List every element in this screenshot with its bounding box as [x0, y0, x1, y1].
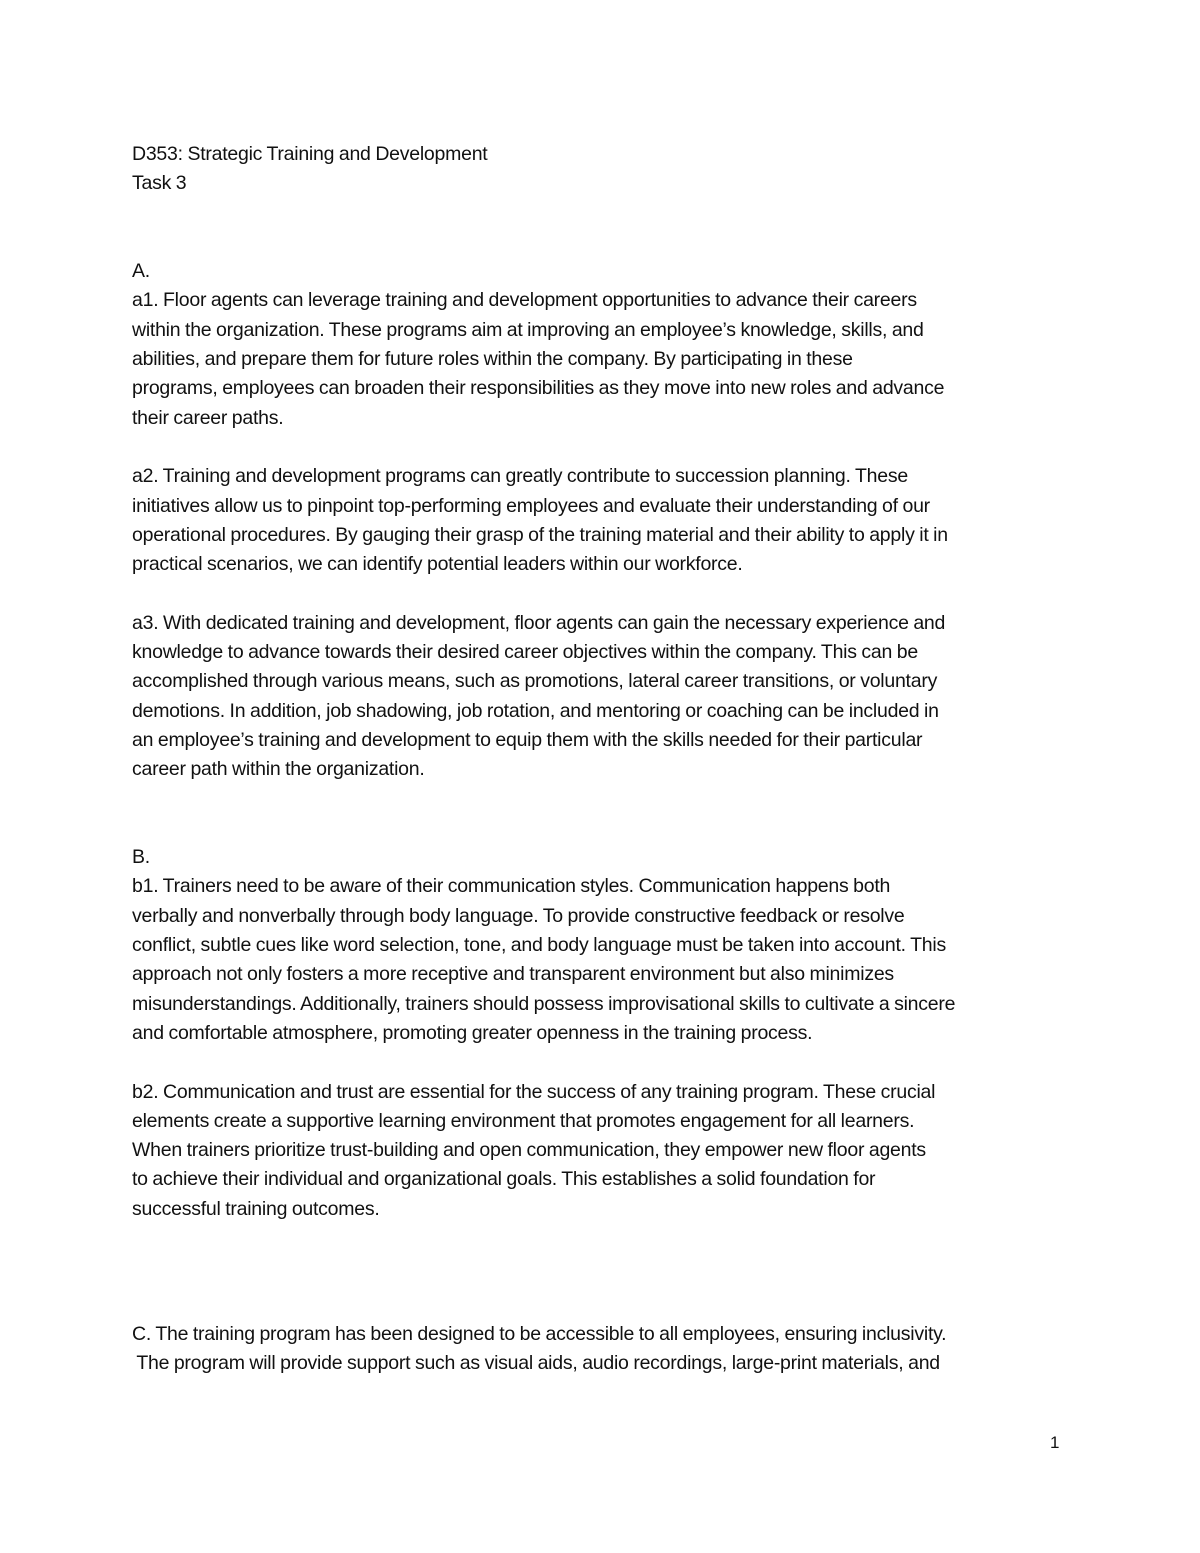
paragraph-line: conflict, subtle cues like word selection, tone, and body language must be taken into account. This: [132, 934, 946, 957]
paragraph-line: abilities, and prepare them for future roles within the company. By participating in these: [132, 348, 853, 371]
section-b-heading: B.: [132, 846, 150, 869]
document-subtitle: Task 3: [132, 172, 187, 195]
paragraph-a1: [132, 286, 1082, 432]
paragraph-a3: [132, 609, 1082, 785]
document-title: D353: Strategic Training and Development: [132, 143, 488, 165]
paragraph-line: programs, employees can broaden their responsibilities as they move into new roles and advance: [132, 377, 945, 400]
paragraph-line: approach not only fosters a more receptive and transparent environment but also minimizes: [132, 963, 894, 986]
section-a-heading: A.: [132, 260, 150, 283]
paragraph-line: b2. Communication and trust are essential for the success of any training program. These crucial: [132, 1080, 936, 1103]
paragraph-line: to achieve their individual and organizational goals. This establishes a solid foundation for: [132, 1168, 876, 1191]
paragraph-line: The program will provide support such as visual aids, audio recordings, large-print materials, and: [132, 1352, 940, 1375]
paragraph-line: an employee’s training and development to equip them with the skills needed for their particular: [132, 728, 923, 751]
paragraph-line: a3. With dedicated training and development, floor agents can gain the necessary experience and: [132, 611, 946, 634]
document-body: [132, 140, 1082, 1379]
paragraph-b2: [132, 1078, 1082, 1224]
paragraph-line: accomplished through various means, such as promotions, lateral career transitions, or voluntary: [132, 670, 938, 693]
paragraph-line: within the organization. These programs aim at improving an employee’s knowledge, skills, and: [132, 318, 924, 341]
paragraph-line: successful training outcomes.: [132, 1197, 380, 1220]
page-number: 1: [1050, 1433, 1060, 1452]
paragraph-line: practical scenarios, we can identify potential leaders within our workforce.: [132, 553, 743, 576]
paragraph-line: b1. Trainers need to be aware of their communication styles. Communication happens both: [132, 875, 891, 898]
paragraph-b1: [132, 872, 1082, 1048]
paragraph-line: a2. Training and development programs can greatly contribute to succession planning. These: [132, 465, 908, 488]
paragraph-line: their career paths.: [132, 406, 284, 429]
paragraph-c: [132, 1320, 1082, 1379]
paragraph-line: When trainers prioritize trust-building and open communication, they empower new floor agents: [132, 1139, 926, 1162]
paragraph-line: operational procedures. By gauging their grasp of the training material and their ability to apply it in: [132, 523, 948, 546]
paragraph-line: misunderstandings. Additionally, trainers should possess improvisational skills to cultivate a sincere: [132, 992, 956, 1015]
paragraph-line: career path within the organization.: [132, 758, 425, 781]
paragraph-line: and comfortable atmosphere, promoting greater openness in the training process.: [132, 1021, 813, 1044]
paragraph-line: elements create a supportive learning environment that promotes engagement for all learners.: [132, 1109, 915, 1132]
paragraph-line: verbally and nonverbally through body language. To provide constructive feedback or resolve: [132, 904, 905, 927]
paragraph-line: knowledge to advance towards their desired career objectives within the company. This can be: [132, 641, 918, 664]
paragraph-line: C. The training program has been designed to be accessible to all employees, ensuring inclusivity.: [132, 1322, 947, 1345]
paragraph-a2: [132, 462, 1082, 579]
paragraph-line: initiatives allow us to pinpoint top-performing employees and evaluate their understanding of our: [132, 494, 930, 517]
paragraph-line: demotions. In addition, job shadowing, job rotation, and mentoring or coaching can be included in: [132, 699, 939, 722]
paragraph-line: a1. Floor agents can leverage training and development opportunities to advance their careers: [132, 289, 917, 312]
